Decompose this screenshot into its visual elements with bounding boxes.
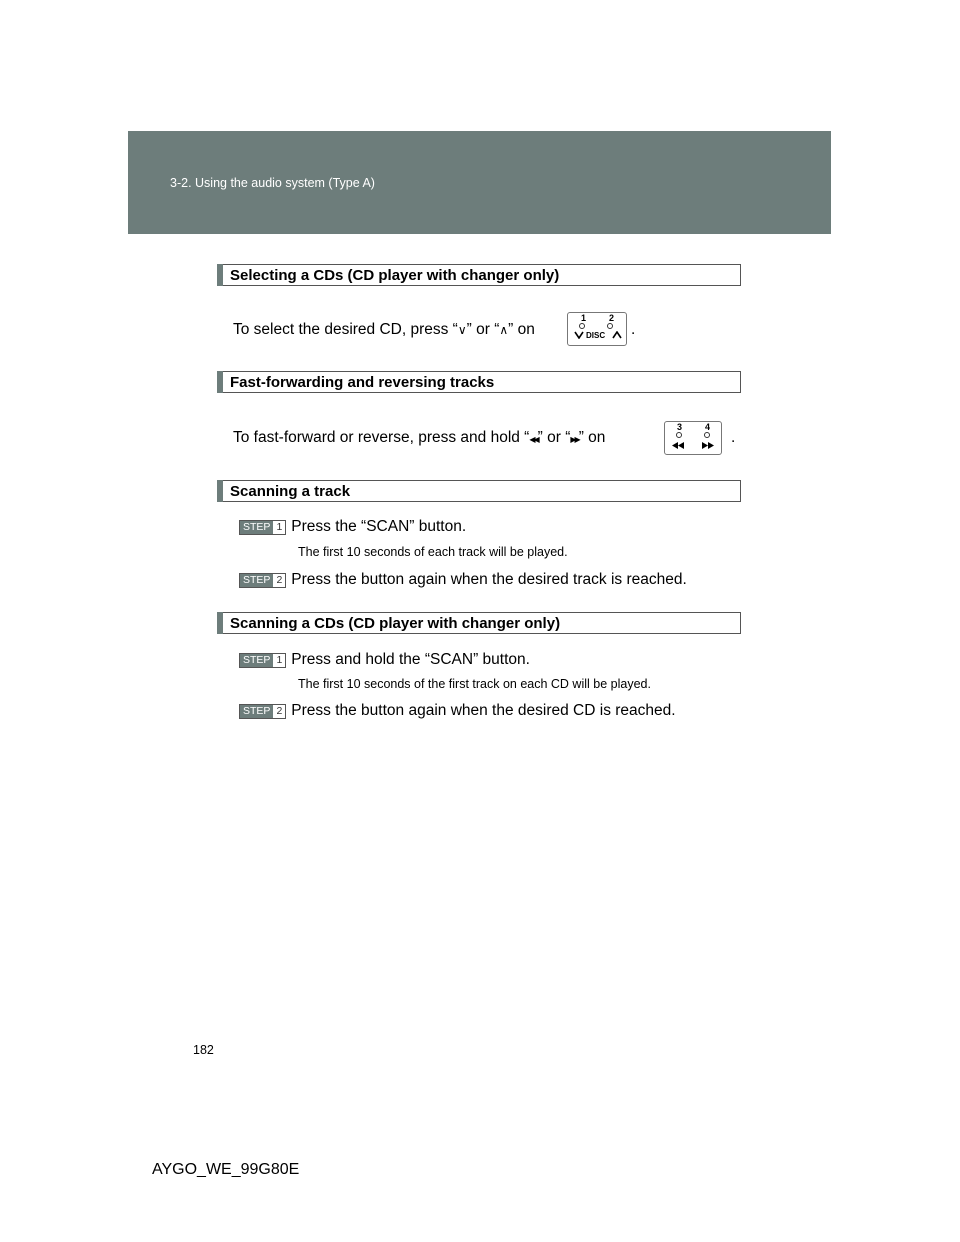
section-heading-scanning-cds bbox=[217, 612, 741, 634]
step-1 bbox=[239, 652, 530, 668]
reverse-icon bbox=[671, 442, 685, 449]
section-title: Scanning a track bbox=[230, 483, 351, 500]
step-note: The first 10 seconds of the first track on each CD will be played. bbox=[298, 677, 651, 691]
step-text: Press the button again when the desired track is reached. bbox=[291, 571, 687, 588]
instruction-select-cd: To select the desired CD, press “∨” or “∧” on bbox=[233, 321, 535, 338]
instruction-fast-forward: To fast-forward or reverse, press and hold “◀◀” or “▶▶” on bbox=[233, 429, 606, 446]
up-arrow-icon: ∧ bbox=[499, 323, 509, 337]
step-2 bbox=[239, 572, 687, 588]
step-text: Press the “SCAN” button. bbox=[291, 518, 467, 535]
step-note: The first 10 seconds of each track will be played. bbox=[298, 545, 568, 559]
step-1 bbox=[239, 519, 466, 535]
fast-forward-icon: ▶▶ bbox=[570, 435, 579, 444]
period: . bbox=[731, 429, 736, 446]
section-heading-fast-forward bbox=[217, 371, 741, 393]
document-code: AYGO_WE_99G80E bbox=[152, 1161, 300, 1178]
down-arrow-icon: ∨ bbox=[457, 323, 467, 337]
step-badge: STEP 2 bbox=[239, 573, 286, 588]
section-title: Scanning a CDs (CD player with changer only) bbox=[230, 615, 561, 632]
reverse-icon: ◀◀ bbox=[529, 435, 538, 444]
step-badge: STEP 1 bbox=[239, 653, 286, 668]
chevron-down-icon bbox=[574, 331, 584, 339]
step-badge: STEP 2 bbox=[239, 704, 286, 719]
section-title: Selecting a CDs (CD player with changer only) bbox=[230, 267, 560, 284]
header-band bbox=[128, 131, 831, 234]
section-title: Fast-forwarding and reversing tracks bbox=[230, 374, 495, 391]
page-number: 182 bbox=[193, 1043, 214, 1057]
step-text: Press and hold the “SCAN” button. bbox=[291, 651, 530, 668]
disc-button-icon: 1 2 DISC bbox=[567, 312, 627, 346]
step-badge: STEP 1 bbox=[239, 520, 286, 535]
breadcrumb: 3-2. Using the audio system (Type A) bbox=[170, 176, 375, 190]
step-text: Press the button again when the desired CD is reached. bbox=[291, 702, 676, 719]
section-heading-selecting-cds bbox=[217, 264, 741, 286]
fast-forward-icon bbox=[701, 442, 715, 449]
track-button-icon: 3 4 bbox=[664, 421, 722, 455]
chevron-up-icon bbox=[612, 331, 622, 339]
section-heading-scanning-track bbox=[217, 480, 741, 502]
step-2 bbox=[239, 703, 676, 719]
period: . bbox=[631, 321, 636, 338]
